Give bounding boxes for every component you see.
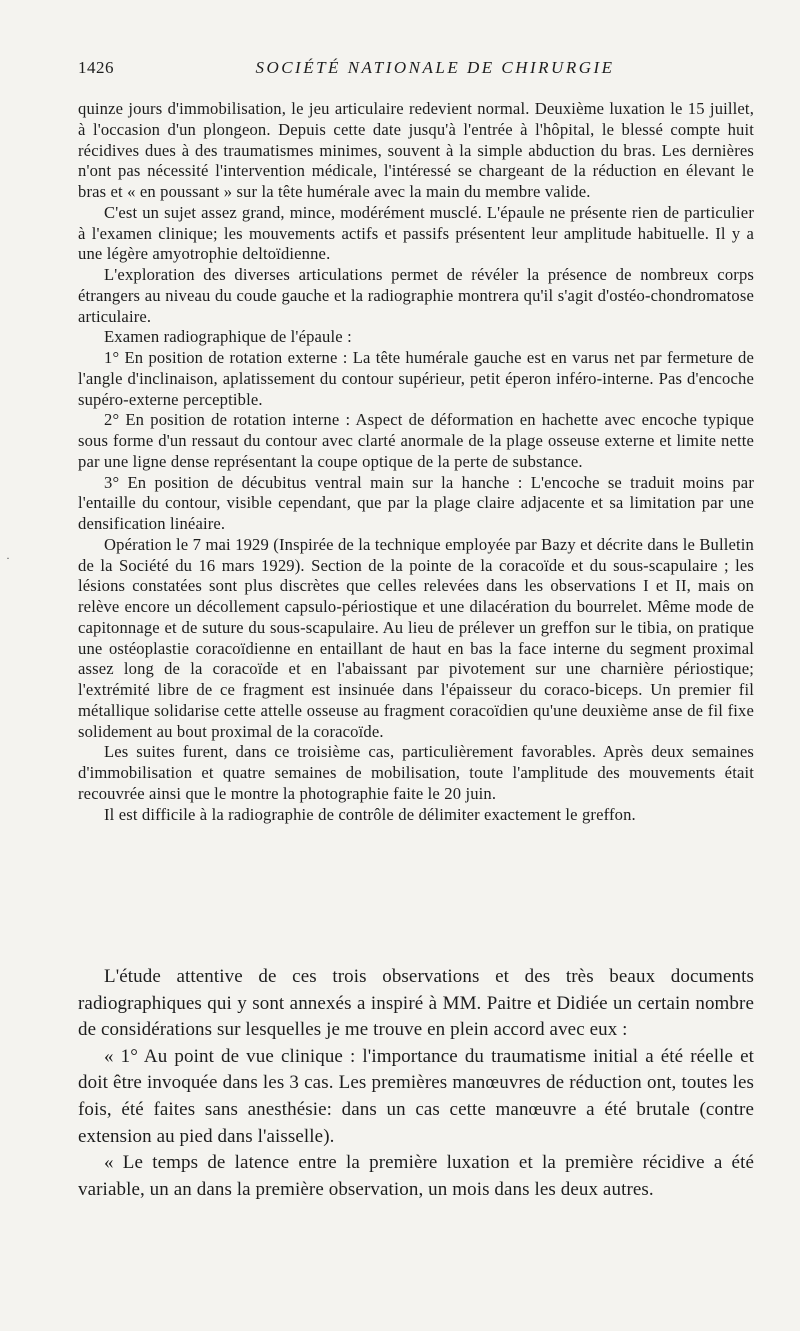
paragraph: L'exploration des diverses articulations permet de révéler la présence de nombreux corps étrangers au niveau du coude gauche et la radiographie montrera qu'il s'agit d'ostéo-chondromatose articulaire. <box>78 265 754 326</box>
paragraph: 1° En position de rotation externe : La tête humérale gauche est en varus net par fermeture de l'angle d'inclinaison, aplatissement du contour supérieur, petit éperon inféro-interne. Pas d'encoche supéro-externe perceptible. <box>78 348 754 409</box>
paragraph: Examen radiographique de l'épaule : <box>104 327 352 347</box>
paragraph: L'étude attentive de ces trois observations et des très beaux documents radiographiques qui y sont annexés a inspiré à MM. Paitre et Didiée un certain nombre de considérations sur lesquelles je me trouve en plein accord avec eux : <box>78 966 754 1041</box>
paragraph: quinze jours d'immobilisation, le jeu articulaire redevient normal. Deuxième luxation le 15 juillet, à l'occasion d'un plongeon. Depuis cette date jusqu'à l'entrée à l'hôpital, le blessé compte huit récidives dues à des traumatismes minimes, souvent à la simple abduction du bras. Les dernières n'ont pas nécessité l'intervention médicale, l'intéressé se chargeant de la réduction en élevant le bras et « en poussant » sur la tête humérale avec la main du membre valide. <box>78 99 754 201</box>
paragraph: Les suites furent, dans ce troisième cas, particulièrement favorables. Après deux semaines d'immobilisation et quatre semaines de mobilisation, toute l'amplitude des mouvements était recouvrée ainsi que le montre la photographie faite le 20 juin. <box>78 742 754 803</box>
paragraph: 2° En position de rotation interne : Aspect de déformation en hachette avec encoche typique sous forme d'un ressaut du contour avec clarté anormale de la plage osseuse externe et limite nette par une ligne dense représentant la coupe optique de la perte de substance. <box>78 410 754 471</box>
margin-mark: · <box>6 551 10 565</box>
paragraph: C'est un sujet assez grand, mince, modérément musclé. L'épaule ne présente rien de particulier à l'examen clinique; les mouvements actifs et passifs présentent leur amplitude habituelle. Il y a une légère amyotrophie deltoïdienne. <box>78 202 754 264</box>
paragraph: « 1° Au point de vue clinique : l'importance du traumatisme initial a été réelle et doit être invoquée dans les 3 cas. Les premières manœuvres de réduction ont, toutes les fois, été faites sans anesthésie: dans un cas cette manœuvre a été brutale (contre extension au pied dans l'aisselle). <box>78 1045 754 1147</box>
paragraph: 3° En position de décubitus ventral main sur la hanche : L'encoche se traduit moins par l'entaille du contour, visible cependant, que par la plage claire adjacente et sa limitation par une densification linéaire. <box>78 472 754 533</box>
paragraph: « Le temps de latence entre la première luxation et la première récidive a été variable, un an dans la première observation, un mois dans les deux autres. <box>78 1152 754 1200</box>
page-number: 1426 <box>78 58 114 77</box>
paragraph: Il est difficile à la radiographie de contrôle de délimiter exactement le greffon. <box>104 804 636 824</box>
running-header <box>78 58 752 82</box>
commentary-text <box>78 964 754 1203</box>
paragraph: Opération le 7 mai 1929 (Inspirée de la technique employée par Bazy et décrite dans le Bulletin de la Société du 16 mars 1929). Section de la pointe de la coracoïde et du sous-scapulaire ; les lésions constatées sont plus discrètes que celles relevées dans les observations I et II, mais on relève encore un décollement capsulo-périostique et une dilacération du bourrelet. Même mode de capitonnage et de suture du sous-scapulaire. Au lieu de prélever un greffon sur le tibia, on pratique une ostéoplastie coracoïdienne en entaillant de haut en bas la face interne du segment proximal assez long de la coracoïde et en l'abaissant par pivotement sur une charnière périostique; l'extrémité libre de ce fragment est insinuée dans l'épaisseur du coraco-biceps. Un premier fil métallique solidarise cette attelle osseuse au fragment coracoïdien qu'une deuxième anse de fil fixe solidement au bout proximal de la coracoïde. <box>78 534 754 741</box>
running-title: SOCIÉTÉ NATIONALE DE CHIRURGIE <box>255 58 615 77</box>
case-report-text <box>78 99 754 825</box>
